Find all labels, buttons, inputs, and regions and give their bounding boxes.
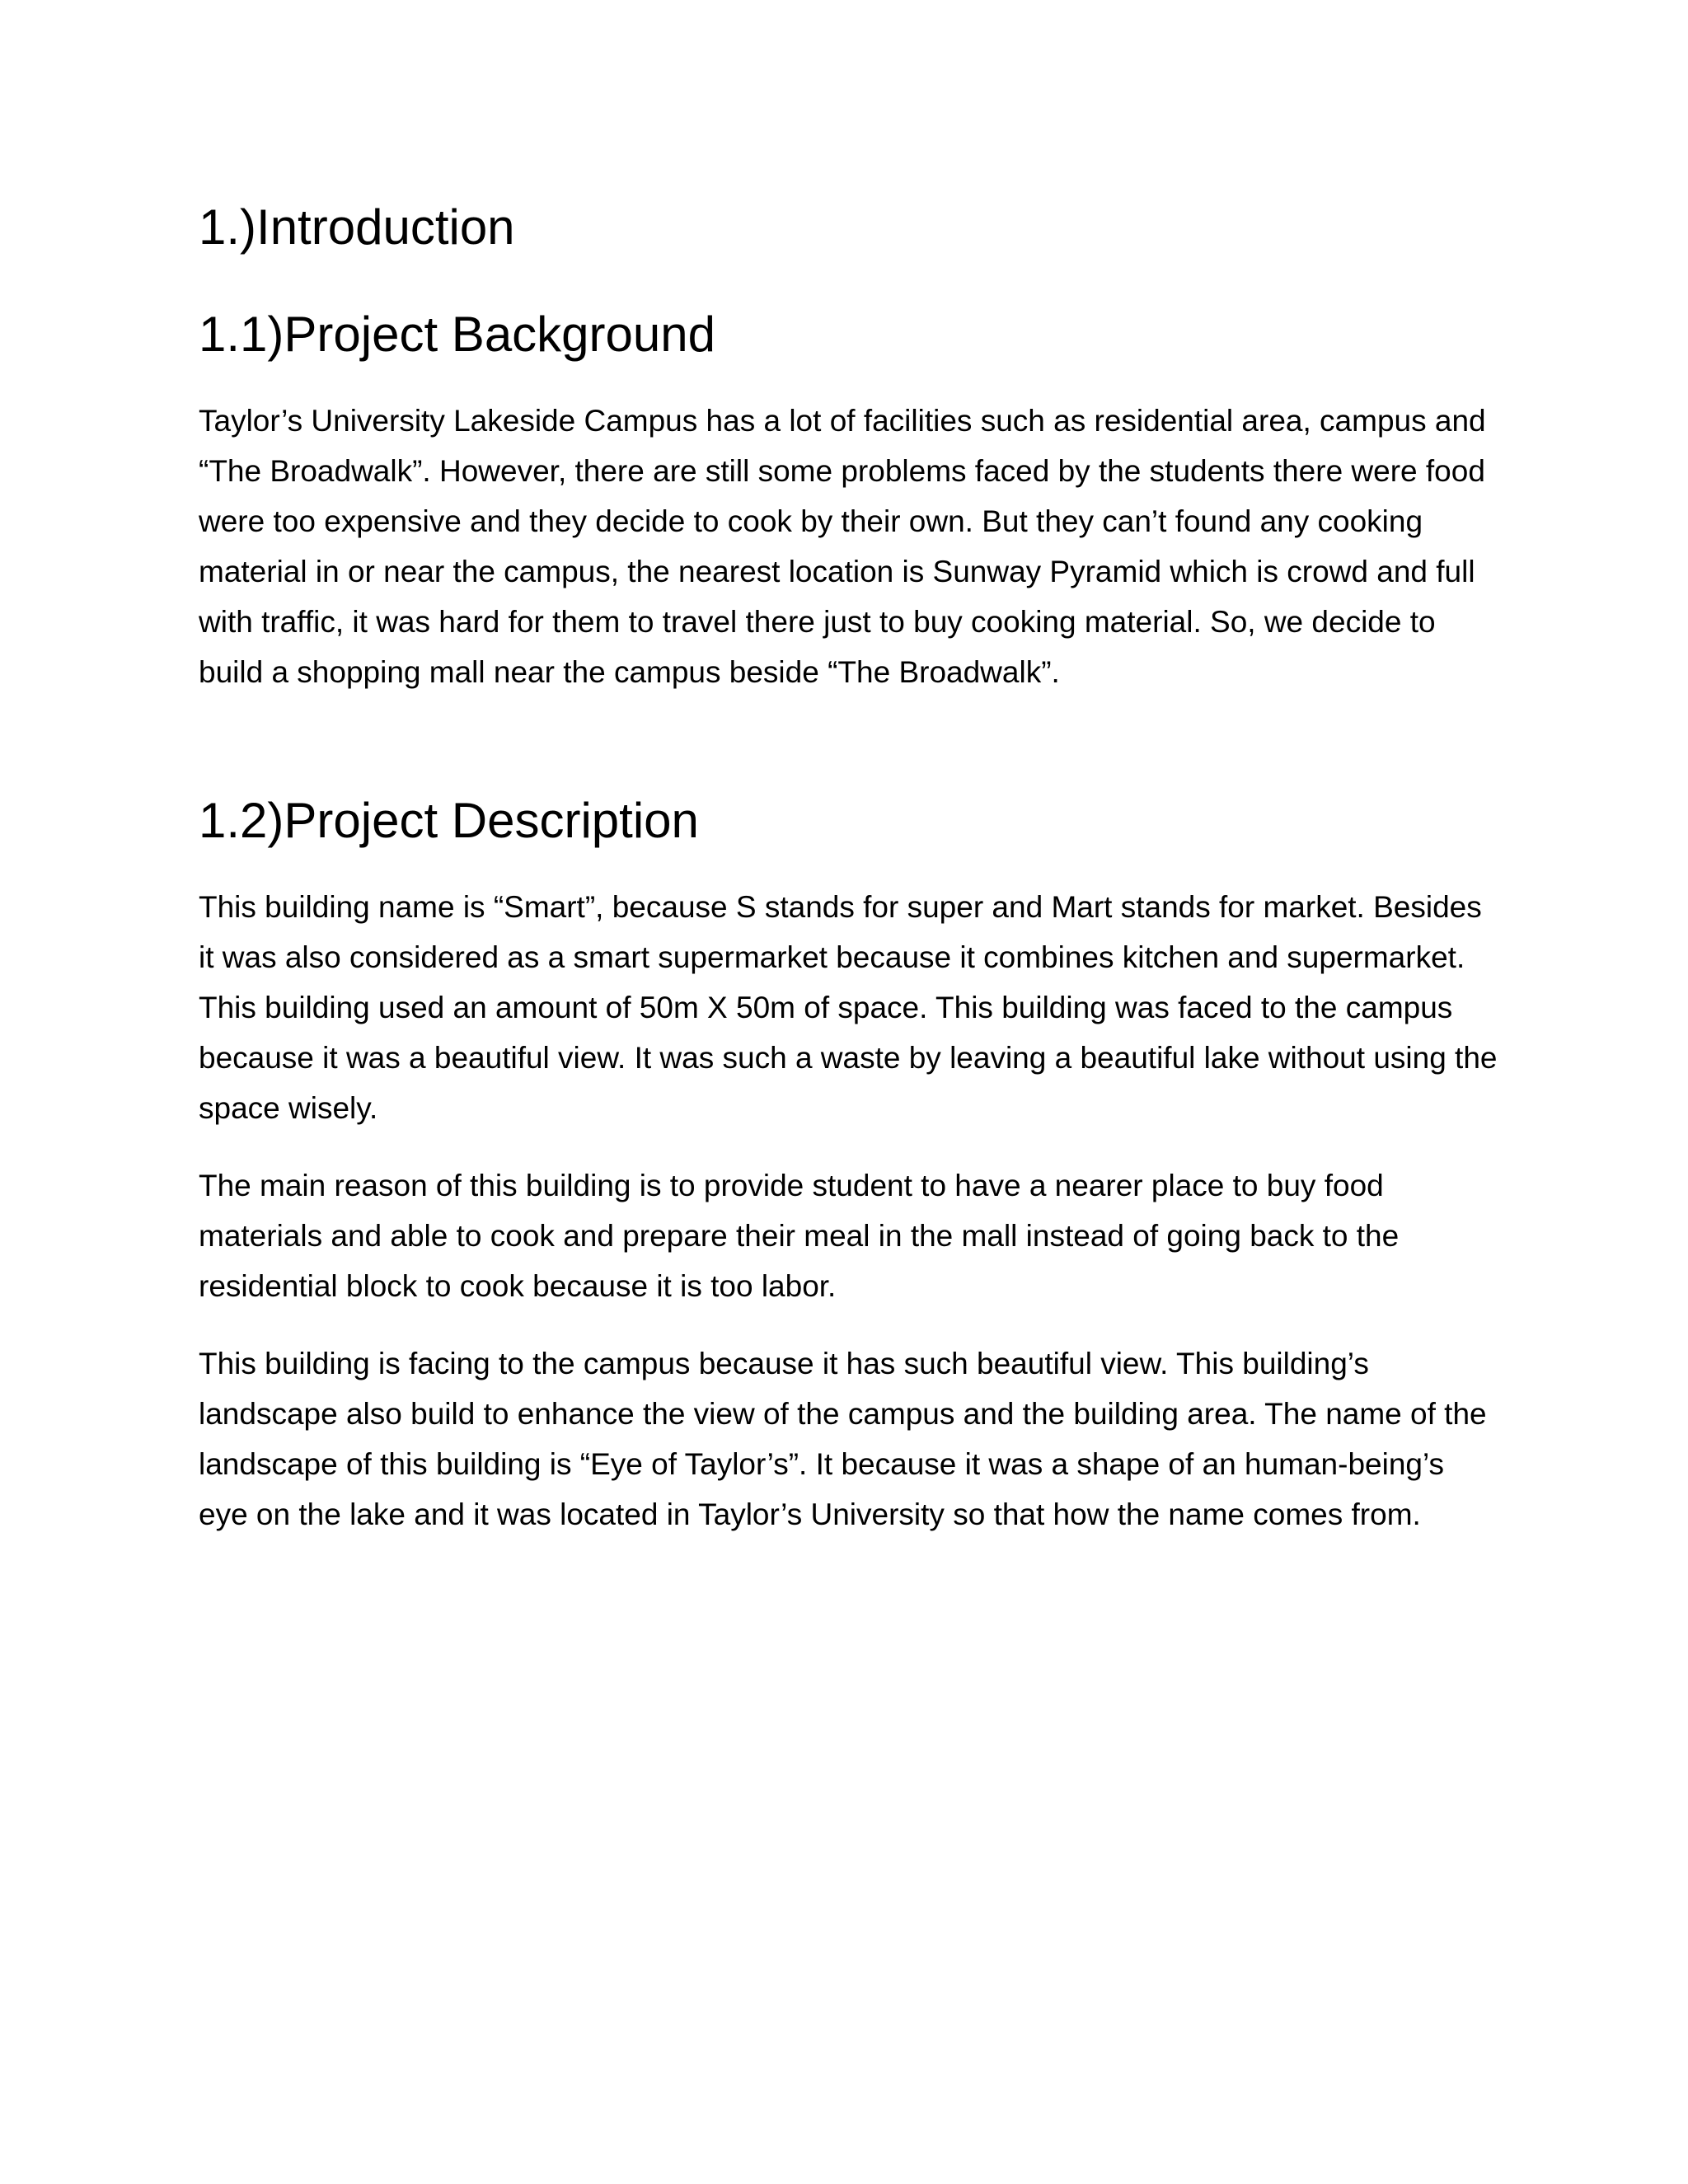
heading-introduction: 1.)Introduction	[199, 199, 515, 255]
heading-project-description: 1.2)Project Description	[199, 793, 699, 848]
document-body	[199, 198, 1501, 1540]
paragraph-project-background: Taylor’s University Lakeside Campus has a lot of facilities such as residential area, campus and “The Broadwalk”. However, there are still some problems faced by the students there were food were too expensive and they decide to cook by their own. But they can’t found any cooking material in or near the campus, the nearest location is Sunway Pyramid which is crowd and full with traffic, it was hard for them to travel there just to buy cooking material. So, we decide to build a shopping mall near the campus beside “The Broadwalk”.	[199, 404, 1486, 689]
paragraph-project-description-2: The main reason of this building is to provide student to have a nearer place to buy food materials and able to cook and prepare their meal in the mall instead of going back to the residential block to cook because it is too labor.	[199, 1169, 1400, 1303]
paragraph-project-description-3: This building is facing to the campus because it has such beautiful view. This building’s landscape also build to enhance the view of the campus and the building area. The name of the landscape of this building is “Eye of Taylor’s”. It because it was a shape of an human-being’s eye on the lake and it was located in Taylor’s University so that how the name comes from.	[199, 1347, 1487, 1531]
paragraph-project-description-1: This building name is “Smart”, because S stands for super and Mart stands for market. Besides it was also considered as a smart supermarket because it combines kitchen and supermarket. This building used an amount of 50m X 50m of space. This building was faced to the campus because it was a beautiful view. It was such a waste by leaving a beautiful lake without using the space wisely.	[199, 890, 1498, 1125]
heading-project-background: 1.1)Project Background	[199, 307, 716, 362]
